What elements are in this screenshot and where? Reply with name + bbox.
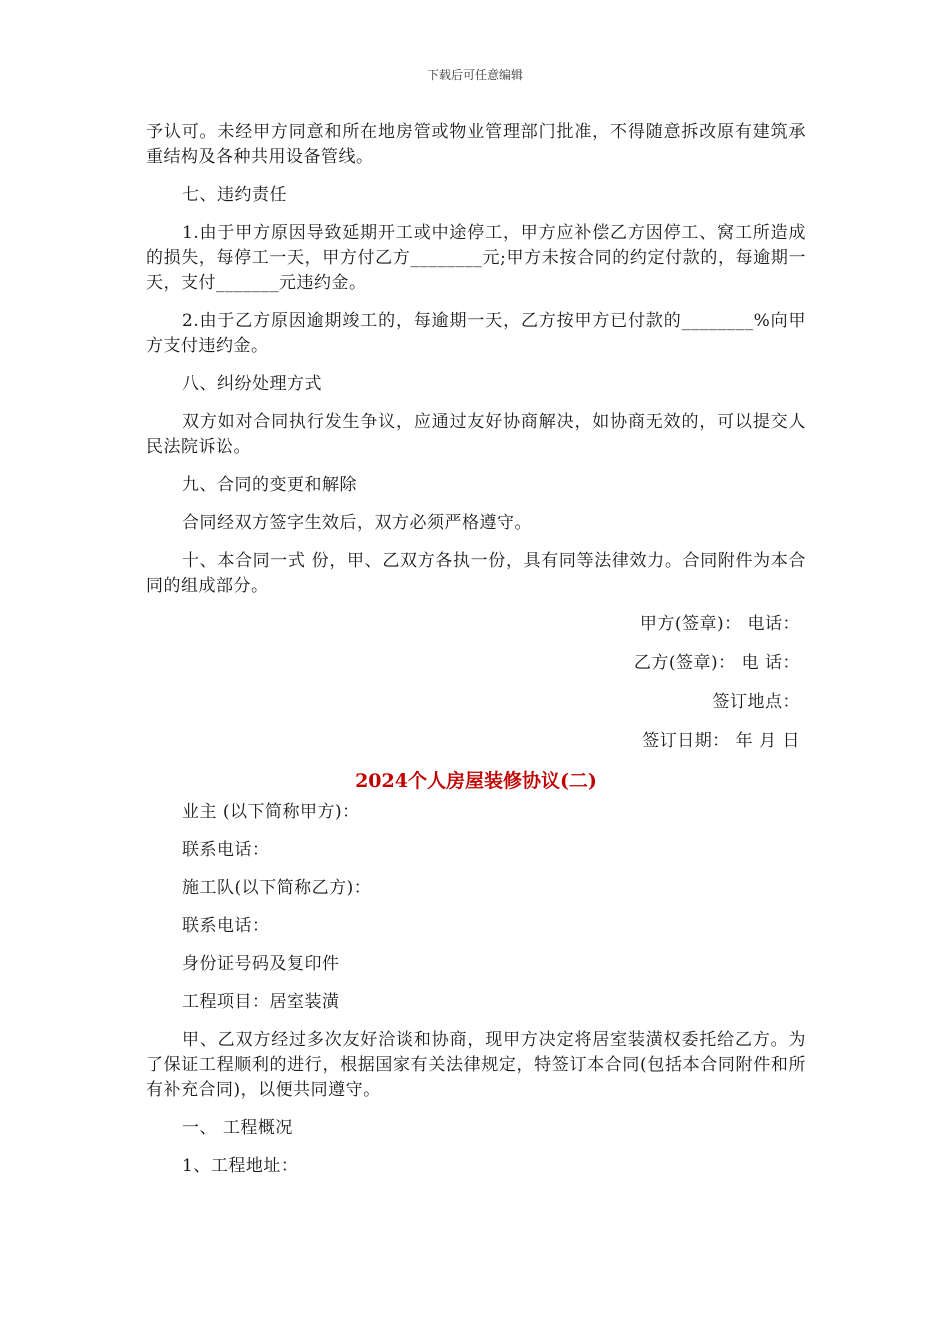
paragraph-party-a-delay: 1.由于甲方原因导致延期开工或中途停工，甲方应补偿乙方因停工、窝工所造成的损失，每停工一天，甲方付乙方________元;甲方未按合同的约定付款的，每逾期一天，支付_______元违约金。: [146, 223, 806, 293]
owner-line: 业主 (以下简称甲方)：: [182, 802, 360, 822]
paragraph-intro: 甲、乙双方经过多次友好洽谈和协商，现甲方决定将居室装潢权委托给乙方。为了保证工程顺利的进行，根据国家有关法律规定，特签订本合同(包括本合同附件和所有补充合同)，以便共同遵守。: [146, 1030, 806, 1100]
contract-title: 2024个人房屋装修协议(二): [355, 770, 597, 792]
heading-project-overview: 一、 工程概况: [182, 1118, 293, 1138]
id-number-line: 身份证号码及复印件: [182, 954, 340, 974]
signature-date: 签订日期： 年 月 日: [642, 731, 800, 751]
signature-party-b: 乙方(签章)： 电 话：: [633, 653, 800, 673]
paragraph-effective: 合同经双方签字生效后，双方必须严格遵守。: [182, 513, 532, 533]
paragraph-continuation: 予认可。未经甲方同意和所在地房管或物业管理部门批准，不得随意拆改原有建筑承重结构及各种共用设备管线。: [146, 122, 806, 167]
heading-dispute: 八、纠纷处理方式: [182, 374, 322, 394]
signature-party-a: 甲方(签章)： 电话：: [639, 614, 800, 634]
project-line: 工程项目：居室装潢: [182, 992, 340, 1012]
team-phone-line: 联系电话：: [182, 916, 270, 936]
paragraph-party-b-delay: 2.由于乙方原因逾期竣工的，每逾期一天，乙方按甲方已付款的________%向甲方支付违约金。: [146, 311, 806, 356]
heading-change-termination: 九、合同的变更和解除: [182, 475, 357, 495]
project-address-line: 1、工程地址：: [182, 1156, 299, 1176]
page-header: 下载后可任意编辑: [426, 68, 523, 82]
paragraph-copies: 十、本合同一式 份，甲、乙双方各执一份，具有同等法律效力。合同附件为本合同的组成部分。: [146, 551, 806, 596]
signature-place: 签订地点：: [712, 692, 800, 712]
construction-team-line: 施工队(以下简称乙方)：: [182, 878, 372, 898]
owner-phone-line: 联系电话：: [182, 840, 270, 860]
heading-breach-liability: 七、违约责任: [182, 185, 287, 205]
paragraph-dispute: 双方如对合同执行发生争议，应通过友好协商解决，如协商无效的，可以提交人民法院诉讼。: [146, 412, 806, 457]
document-body: [146, 120, 806, 1192]
